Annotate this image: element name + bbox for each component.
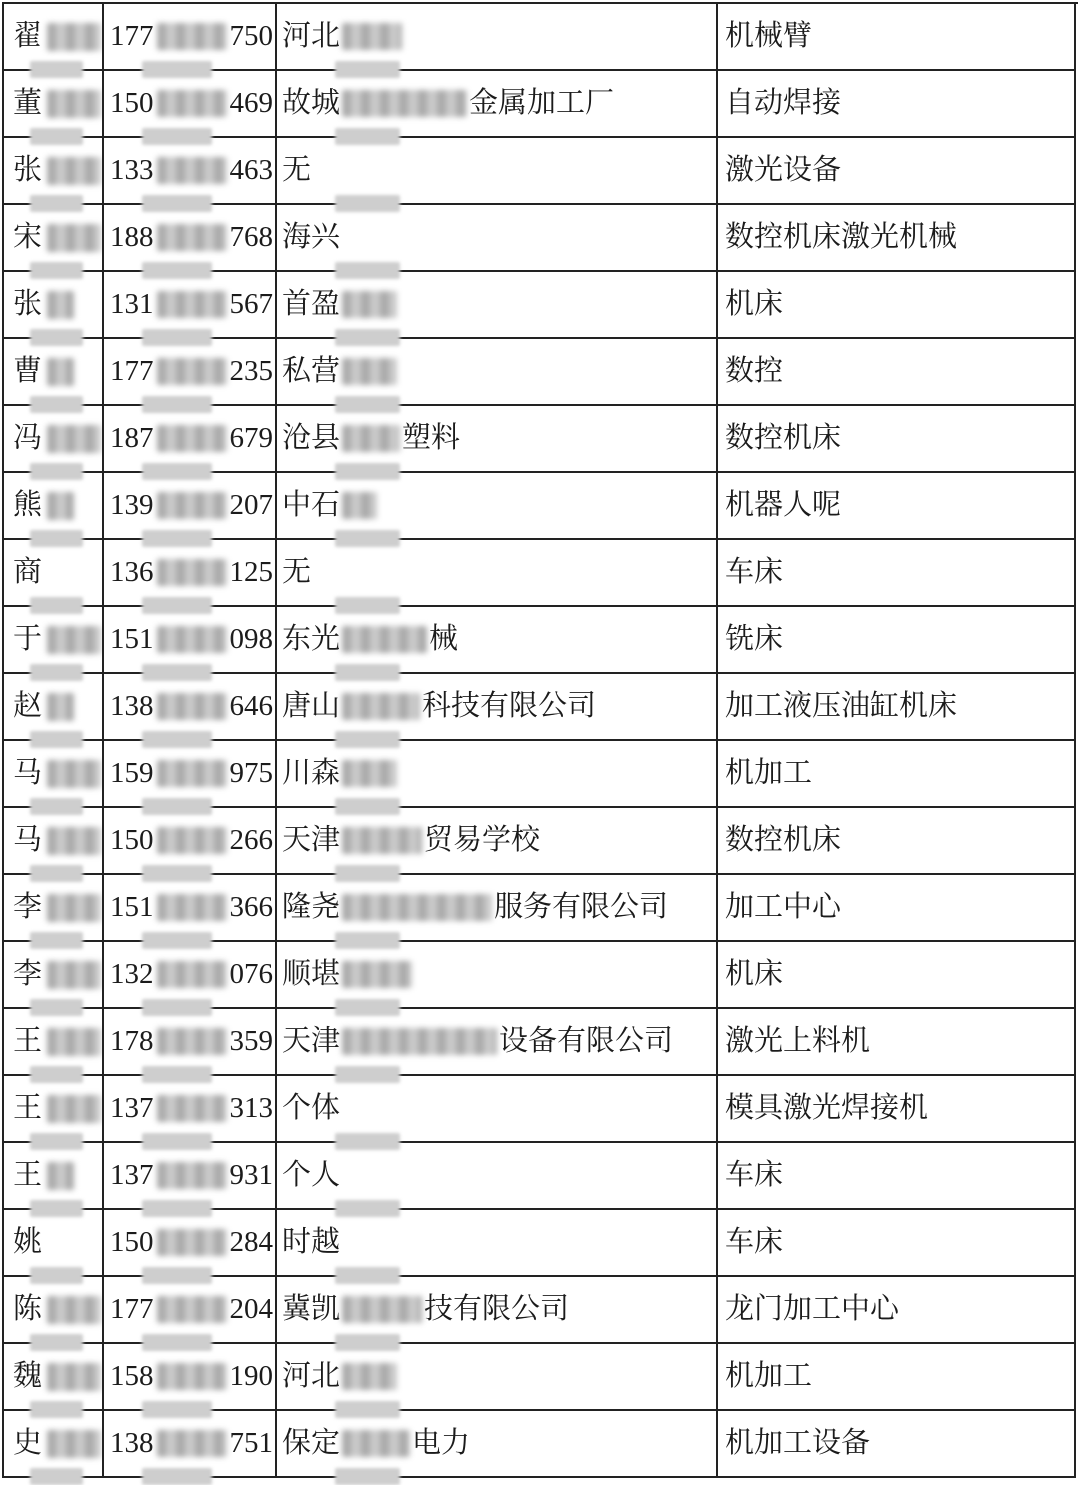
boundary-redaction-bar	[335, 530, 400, 547]
boundary-redaction-bar	[142, 396, 212, 413]
equipment-cell	[718, 607, 1076, 674]
boundary-redaction-bar	[30, 731, 83, 748]
boundary-redaction-bar	[335, 865, 400, 882]
equipment-cell	[718, 1411, 1076, 1478]
equipment-text: 车床	[725, 1159, 784, 1191]
name-redaction-blur	[47, 626, 101, 654]
surname-text: 曹	[13, 355, 43, 387]
phone-prefix: 187	[110, 422, 154, 454]
phone-suffix: 975	[229, 757, 273, 789]
boundary-redaction-bar	[335, 195, 400, 212]
phone-prefix: 137	[110, 1092, 154, 1124]
boundary-redaction-bar	[142, 530, 212, 547]
phone-prefix: 188	[110, 221, 154, 253]
boundary-redaction-bar	[142, 597, 212, 614]
equipment-text: 加工中心	[725, 891, 842, 923]
equipment-cell	[718, 138, 1076, 205]
name-redaction-blur	[47, 492, 74, 520]
boundary-redaction-bar	[335, 1401, 400, 1418]
equipment-text: 铣床	[725, 623, 784, 655]
boundary-redaction-bar	[335, 1200, 400, 1217]
phone-redaction-blur	[157, 157, 227, 184]
boundary-redaction-bar	[335, 597, 400, 614]
company-redaction-blur	[342, 827, 422, 854]
surname-text: 王	[13, 1025, 43, 1057]
boundary-redaction-bar	[142, 731, 212, 748]
company-prefix: 隆尧	[282, 891, 341, 923]
name-redaction-blur	[47, 425, 101, 453]
boundary-redaction-bar	[142, 329, 212, 346]
phone-prefix: 150	[110, 87, 154, 119]
phone-suffix: 469	[229, 87, 273, 119]
boundary-redaction-bar	[30, 1133, 83, 1150]
surname-text: 赵	[13, 690, 43, 722]
phone-redaction-blur	[157, 1430, 227, 1457]
equipment-text: 激光设备	[725, 154, 842, 186]
boundary-redaction-bar	[142, 1468, 212, 1485]
phone-prefix: 151	[110, 891, 154, 923]
phone-prefix: 136	[110, 556, 154, 588]
equipment-text: 自动焊接	[725, 87, 842, 119]
phone-suffix: 679	[229, 422, 273, 454]
company-redaction-blur	[342, 291, 397, 318]
company-prefix: 沧县	[282, 422, 341, 454]
boundary-redaction-bar	[142, 262, 212, 279]
equipment-cell	[718, 540, 1076, 607]
boundary-redaction-bar	[335, 329, 400, 346]
phone-suffix: 284	[229, 1226, 273, 1258]
phone-prefix: 159	[110, 757, 154, 789]
company-redaction-blur	[342, 23, 402, 50]
equipment-text: 车床	[725, 556, 784, 588]
company-prefix: 个人	[282, 1159, 341, 1191]
company-suffix: 设备有限公司	[499, 1025, 674, 1057]
name-redaction-blur	[47, 1430, 101, 1458]
name-redaction-blur	[47, 1363, 101, 1391]
boundary-redaction-bar	[142, 1334, 212, 1351]
phone-prefix: 150	[110, 1226, 154, 1258]
equipment-text: 激光上料机	[725, 1025, 871, 1057]
boundary-redaction-bar	[142, 61, 212, 78]
company-redaction-blur	[342, 626, 427, 653]
equipment-text: 数控机床	[725, 422, 842, 454]
boundary-redaction-bar	[30, 865, 83, 882]
equipment-cell	[718, 1143, 1076, 1210]
phone-suffix: 207	[229, 489, 273, 521]
company-prefix: 中石	[282, 489, 341, 521]
boundary-redaction-bar	[30, 664, 83, 681]
phone-suffix: 646	[229, 690, 273, 722]
company-suffix: 技有限公司	[424, 1293, 570, 1325]
phone-redaction-blur	[157, 90, 227, 117]
equipment-text: 数控	[725, 355, 784, 387]
equipment-text: 机床	[725, 958, 784, 990]
boundary-redaction-bar	[30, 128, 83, 145]
phone-redaction-blur	[157, 1296, 227, 1323]
phone-redaction-blur	[157, 1229, 227, 1256]
name-redaction-blur	[47, 90, 101, 118]
surname-text: 马	[13, 824, 43, 856]
company-prefix: 冀凯	[282, 1293, 341, 1325]
boundary-redaction-bar	[30, 329, 83, 346]
boundary-redaction-bar	[335, 664, 400, 681]
phone-prefix: 138	[110, 690, 154, 722]
company-suffix: 械	[429, 623, 459, 655]
equipment-text: 数控机床	[725, 824, 842, 856]
company-prefix: 故城	[282, 87, 341, 119]
name-redaction-blur	[47, 157, 101, 185]
company-prefix: 川森	[282, 757, 341, 789]
phone-prefix: 178	[110, 1025, 154, 1057]
boundary-redaction-bar	[335, 262, 400, 279]
company-prefix: 河北	[282, 1360, 341, 1392]
boundary-redaction-bar	[30, 932, 83, 949]
phone-prefix: 150	[110, 824, 154, 856]
phone-redaction-blur	[157, 1028, 227, 1055]
company-redaction-blur	[342, 492, 377, 519]
company-prefix: 首盈	[282, 288, 341, 320]
name-redaction-blur	[47, 1162, 74, 1190]
phone-prefix: 139	[110, 489, 154, 521]
phone-redaction-blur	[157, 894, 227, 921]
boundary-redaction-bar	[30, 1334, 83, 1351]
company-prefix: 顺堪	[282, 958, 341, 990]
boundary-redaction-bar	[30, 530, 83, 547]
phone-redaction-blur	[157, 559, 227, 586]
boundary-redaction-bar	[142, 932, 212, 949]
phone-suffix: 313	[229, 1092, 273, 1124]
name-redaction-blur	[47, 961, 101, 989]
boundary-redaction-bar	[30, 1267, 83, 1284]
boundary-redaction-bar	[30, 1468, 83, 1485]
boundary-redaction-bar	[335, 1334, 400, 1351]
boundary-redaction-bar	[142, 1267, 212, 1284]
name-redaction-blur	[47, 894, 101, 922]
phone-redaction-blur	[157, 1162, 227, 1189]
surname-text: 冯	[13, 422, 43, 454]
phone-prefix: 177	[110, 1293, 154, 1325]
phone-prefix: 133	[110, 154, 154, 186]
phone-redaction-blur	[157, 425, 227, 452]
phone-suffix: 204	[229, 1293, 273, 1325]
boundary-redaction-bar	[335, 999, 400, 1016]
equipment-cell	[718, 1009, 1076, 1076]
equipment-text: 机加工设备	[725, 1427, 871, 1459]
boundary-redaction-bar	[30, 798, 83, 815]
name-redaction-blur	[47, 358, 74, 386]
phone-prefix: 158	[110, 1360, 154, 1392]
boundary-redaction-bar	[142, 1133, 212, 1150]
phone-prefix: 151	[110, 623, 154, 655]
phone-redaction-blur	[157, 693, 227, 720]
boundary-redaction-bar	[30, 1200, 83, 1217]
company-prefix: 无	[282, 154, 312, 186]
boundary-redaction-bar	[142, 798, 212, 815]
boundary-redaction-bar	[142, 1401, 212, 1418]
equipment-cell	[718, 4, 1076, 71]
equipment-cell	[718, 1076, 1076, 1143]
equipment-text: 机加工	[725, 1360, 813, 1392]
boundary-redaction-bar	[335, 932, 400, 949]
phone-suffix: 768	[229, 221, 273, 253]
boundary-redaction-bar	[30, 262, 83, 279]
name-redaction-blur	[47, 23, 101, 51]
phone-prefix: 177	[110, 355, 154, 387]
name-redaction-blur	[47, 760, 101, 788]
boundary-redaction-bar	[30, 1401, 83, 1418]
phone-suffix: 235	[229, 355, 273, 387]
equipment-cell	[718, 272, 1076, 339]
boundary-redaction-bar	[142, 128, 212, 145]
surname-text: 宋	[13, 221, 43, 253]
company-prefix: 私营	[282, 355, 341, 387]
surname-text: 李	[13, 958, 43, 990]
company-prefix: 河北	[282, 20, 341, 52]
boundary-redaction-bar	[30, 61, 83, 78]
boundary-redaction-bar	[142, 1066, 212, 1083]
surname-text: 史	[13, 1427, 43, 1459]
company-suffix: 服务有限公司	[494, 891, 669, 923]
company-prefix: 天津	[282, 824, 341, 856]
name-redaction-blur	[47, 1296, 101, 1324]
phone-redaction-blur	[157, 224, 227, 251]
equipment-text: 机加工	[725, 757, 813, 789]
equipment-text: 加工液压油缸机床	[725, 690, 958, 722]
equipment-text: 机械臂	[725, 20, 813, 52]
name-redaction-blur	[47, 291, 74, 319]
phone-redaction-blur	[157, 23, 227, 50]
equipment-cell	[718, 1344, 1076, 1411]
surname-text: 熊	[13, 489, 43, 521]
boundary-redaction-bar	[30, 463, 83, 480]
boundary-redaction-bar	[30, 999, 83, 1016]
equipment-text: 龙门加工中心	[725, 1293, 900, 1325]
surname-text: 陈	[13, 1293, 43, 1325]
company-prefix: 东光	[282, 623, 341, 655]
company-redaction-blur	[342, 90, 467, 117]
phone-suffix: 750	[229, 20, 273, 52]
surname-text: 姚	[13, 1226, 43, 1258]
phone-redaction-blur	[157, 760, 227, 787]
boundary-redaction-bar	[335, 731, 400, 748]
phone-suffix: 076	[229, 958, 273, 990]
company-suffix: 科技有限公司	[422, 690, 597, 722]
boundary-redaction-bar	[335, 1468, 400, 1485]
phone-suffix: 751	[229, 1427, 273, 1459]
phone-suffix: 125	[229, 556, 273, 588]
company-redaction-blur	[342, 693, 420, 720]
surname-text: 于	[13, 623, 43, 655]
surname-text: 张	[13, 154, 43, 186]
company-redaction-blur	[342, 1430, 410, 1457]
company-prefix: 无	[282, 556, 312, 588]
equipment-cell	[718, 1210, 1076, 1277]
equipment-text: 机床	[725, 288, 784, 320]
boundary-redaction-bar	[335, 1133, 400, 1150]
phone-redaction-blur	[157, 961, 227, 988]
surname-text: 王	[13, 1092, 43, 1124]
surname-text: 翟	[13, 20, 43, 52]
boundary-redaction-bar	[335, 798, 400, 815]
company-prefix: 唐山	[282, 690, 341, 722]
boundary-redaction-bar	[142, 195, 212, 212]
equipment-cell	[718, 71, 1076, 138]
phone-redaction-blur	[157, 1095, 227, 1122]
boundary-redaction-bar	[335, 61, 400, 78]
equipment-text: 数控机床激光机械	[725, 221, 958, 253]
phone-suffix: 266	[229, 824, 273, 856]
boundary-redaction-bar	[30, 396, 83, 413]
boundary-redaction-bar	[142, 865, 212, 882]
phone-suffix: 463	[229, 154, 273, 186]
boundary-redaction-bar	[142, 664, 212, 681]
phone-suffix: 567	[229, 288, 273, 320]
boundary-redaction-bar	[335, 1267, 400, 1284]
equipment-cell	[718, 473, 1076, 540]
phone-suffix: 359	[229, 1025, 273, 1057]
phone-prefix: 137	[110, 1159, 154, 1191]
surname-text: 王	[13, 1159, 43, 1191]
name-redaction-blur	[47, 224, 101, 252]
phone-suffix: 098	[229, 623, 273, 655]
surname-text: 马	[13, 757, 43, 789]
boundary-redaction-bar	[335, 396, 400, 413]
equipment-text: 模具激光焊接机	[725, 1092, 929, 1124]
equipment-cell	[718, 339, 1076, 406]
phone-suffix: 366	[229, 891, 273, 923]
boundary-redaction-bar	[335, 463, 400, 480]
company-redaction-blur	[342, 358, 397, 385]
phone-prefix: 131	[110, 288, 154, 320]
phone-redaction-blur	[157, 358, 227, 385]
boundary-redaction-bar	[335, 128, 400, 145]
surname-text: 董	[13, 87, 43, 119]
company-redaction-blur	[342, 1028, 497, 1055]
equipment-text: 车床	[725, 1226, 784, 1258]
phone-suffix: 931	[229, 1159, 273, 1191]
equipment-cell	[718, 205, 1076, 272]
equipment-text: 机器人呢	[725, 489, 842, 521]
name-redaction-blur	[47, 1095, 101, 1123]
phone-prefix: 138	[110, 1427, 154, 1459]
phone-prefix: 177	[110, 20, 154, 52]
company-redaction-blur	[342, 760, 397, 787]
boundary-redaction-bar	[142, 999, 212, 1016]
phone-redaction-blur	[157, 626, 227, 653]
name-redaction-blur	[47, 1028, 101, 1056]
company-redaction-blur	[342, 1296, 422, 1323]
company-redaction-blur	[342, 894, 492, 921]
phone-redaction-blur	[157, 492, 227, 519]
boundary-redaction-bar	[30, 597, 83, 614]
company-prefix: 天津	[282, 1025, 341, 1057]
company-suffix: 电力	[412, 1427, 471, 1459]
company-prefix: 时越	[282, 1226, 341, 1258]
company-prefix: 个体	[282, 1092, 341, 1124]
equipment-cell	[718, 674, 1076, 741]
company-suffix: 塑料	[402, 422, 461, 454]
company-prefix: 海兴	[282, 221, 341, 253]
company-redaction-blur	[342, 961, 412, 988]
surname-text: 商	[13, 556, 43, 588]
phone-redaction-blur	[157, 827, 227, 854]
equipment-cell	[718, 875, 1076, 942]
name-redaction-blur	[47, 693, 74, 721]
equipment-cell	[718, 741, 1076, 808]
boundary-redaction-bar	[30, 195, 83, 212]
phone-redaction-blur	[157, 1363, 227, 1390]
company-suffix: 贸易学校	[424, 824, 541, 856]
equipment-cell	[718, 1277, 1076, 1344]
boundary-redaction-bar	[30, 1066, 83, 1083]
company-suffix: 金属加工厂	[469, 87, 615, 119]
company-redaction-blur	[342, 425, 400, 452]
phone-prefix: 132	[110, 958, 154, 990]
surname-text: 李	[13, 891, 43, 923]
phone-redaction-blur	[157, 291, 227, 318]
surname-text: 魏	[13, 1360, 43, 1392]
boundary-redaction-bar	[335, 1066, 400, 1083]
name-redaction-blur	[47, 827, 101, 855]
equipment-cell	[718, 808, 1076, 875]
phone-suffix: 190	[229, 1360, 273, 1392]
boundary-redaction-bar	[142, 463, 212, 480]
equipment-cell	[718, 942, 1076, 1009]
equipment-cell	[718, 406, 1076, 473]
company-redaction-blur	[342, 1363, 397, 1390]
boundary-redaction-bar	[142, 1200, 212, 1217]
company-prefix: 保定	[282, 1427, 341, 1459]
surname-text: 张	[13, 288, 43, 320]
